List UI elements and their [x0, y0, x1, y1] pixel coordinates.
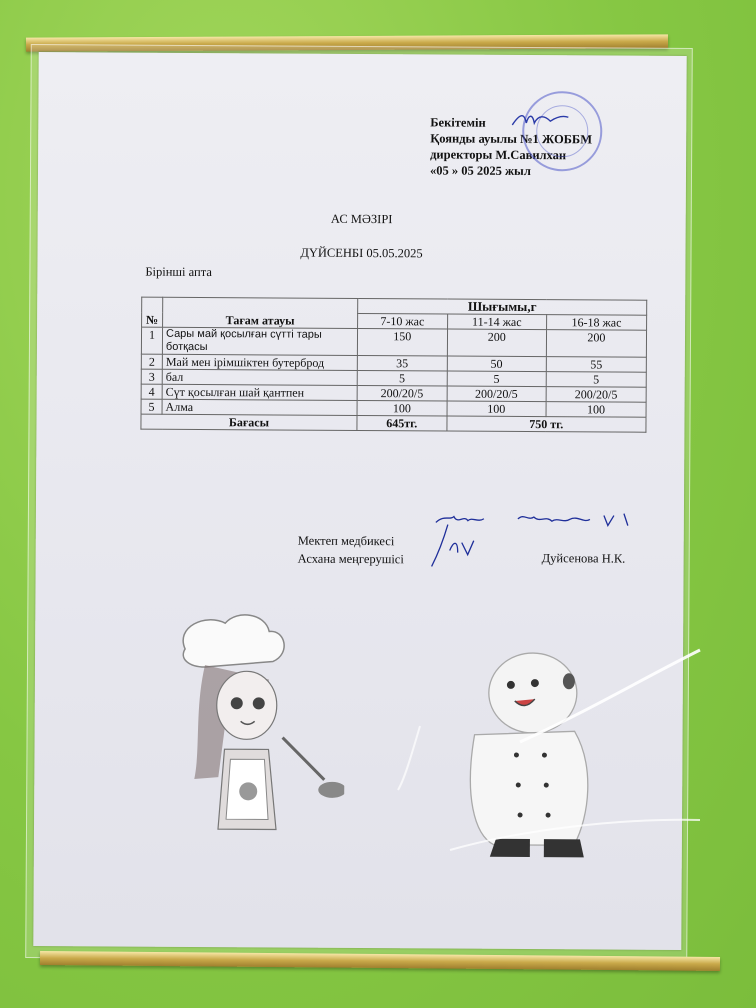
price-row	[141, 414, 646, 432]
dish-name: Май мен ірімшіктен бутерброд	[162, 354, 357, 370]
approval-line-4: «05 » 05 2025 жыл	[429, 163, 531, 179]
table-header-row	[142, 297, 647, 315]
yield-value: 35	[357, 355, 447, 371]
age-11-14: 11-14 жас	[447, 314, 546, 330]
dish-name: бал	[162, 369, 357, 385]
yield-value: 100	[546, 402, 646, 418]
row-number: 5	[141, 399, 162, 414]
row-number: 2	[141, 354, 162, 369]
yield-value: 200	[546, 330, 646, 358]
signature-labels	[298, 532, 404, 569]
price-old: 750 тг.	[446, 416, 646, 432]
col-number-header: №	[142, 297, 163, 327]
chef-bear-illustration	[434, 634, 605, 865]
yield-value: 100	[357, 400, 447, 416]
yield-value: 100	[447, 401, 546, 417]
col-yield-header: Шығымы,г	[358, 298, 647, 315]
yield-value: 200/20/5	[447, 386, 546, 402]
handwritten-signatures	[428, 510, 648, 571]
dish-name: Алма	[162, 399, 357, 415]
row-number: 1	[141, 327, 162, 354]
yield-value: 200/20/5	[357, 385, 447, 401]
dish-name: Сары май қосылған сүтті тары ботқасы	[162, 327, 357, 355]
nurse-label: Мектеп медбикесі	[297, 533, 395, 549]
price-label: Бағасы	[141, 414, 357, 430]
yield-value: 200	[447, 329, 546, 357]
table-row	[141, 327, 646, 357]
approval-block	[430, 114, 592, 179]
row-number: 4	[141, 384, 162, 399]
row-number: 3	[141, 369, 162, 384]
approval-line-3: директоры М.Савилхан	[430, 147, 567, 163]
approval-line-1: Бекітемін	[430, 115, 486, 130]
chef-girl-illustration	[164, 609, 345, 850]
approval-line-2: Қоянды ауылы №1 ЖОББМ	[430, 131, 593, 147]
age-16-18: 16-18 жас	[546, 315, 646, 331]
yield-value: 200/20/5	[546, 387, 646, 403]
yield-value: 55	[546, 357, 646, 373]
yield-value: 50	[447, 356, 546, 372]
yield-value: 5	[447, 371, 546, 387]
menu-title: АС МӘЗІРІ	[330, 211, 393, 227]
school-stamp	[522, 91, 602, 171]
cook-label: Асхана меңгерушісі	[297, 551, 404, 567]
yield-value: 5	[546, 372, 646, 388]
price-young: 645тг.	[357, 415, 447, 431]
dish-name: Сүт қосылған шай қантпен	[162, 384, 357, 400]
cook-name: Дуйсенова Н.К.	[541, 551, 626, 566]
col-name-header: Тағам атауы	[163, 297, 358, 328]
age-7-10: 7-10 жас	[358, 313, 448, 329]
yield-value: 5	[357, 370, 447, 386]
director-signature	[510, 111, 570, 129]
yield-value: 150	[357, 328, 447, 356]
menu-sheet	[33, 52, 686, 950]
menu-table	[140, 297, 647, 433]
week-label: Бірінші апта	[145, 264, 212, 280]
day-date: ДҮЙСЕНБІ 05.05.2025	[300, 245, 423, 261]
